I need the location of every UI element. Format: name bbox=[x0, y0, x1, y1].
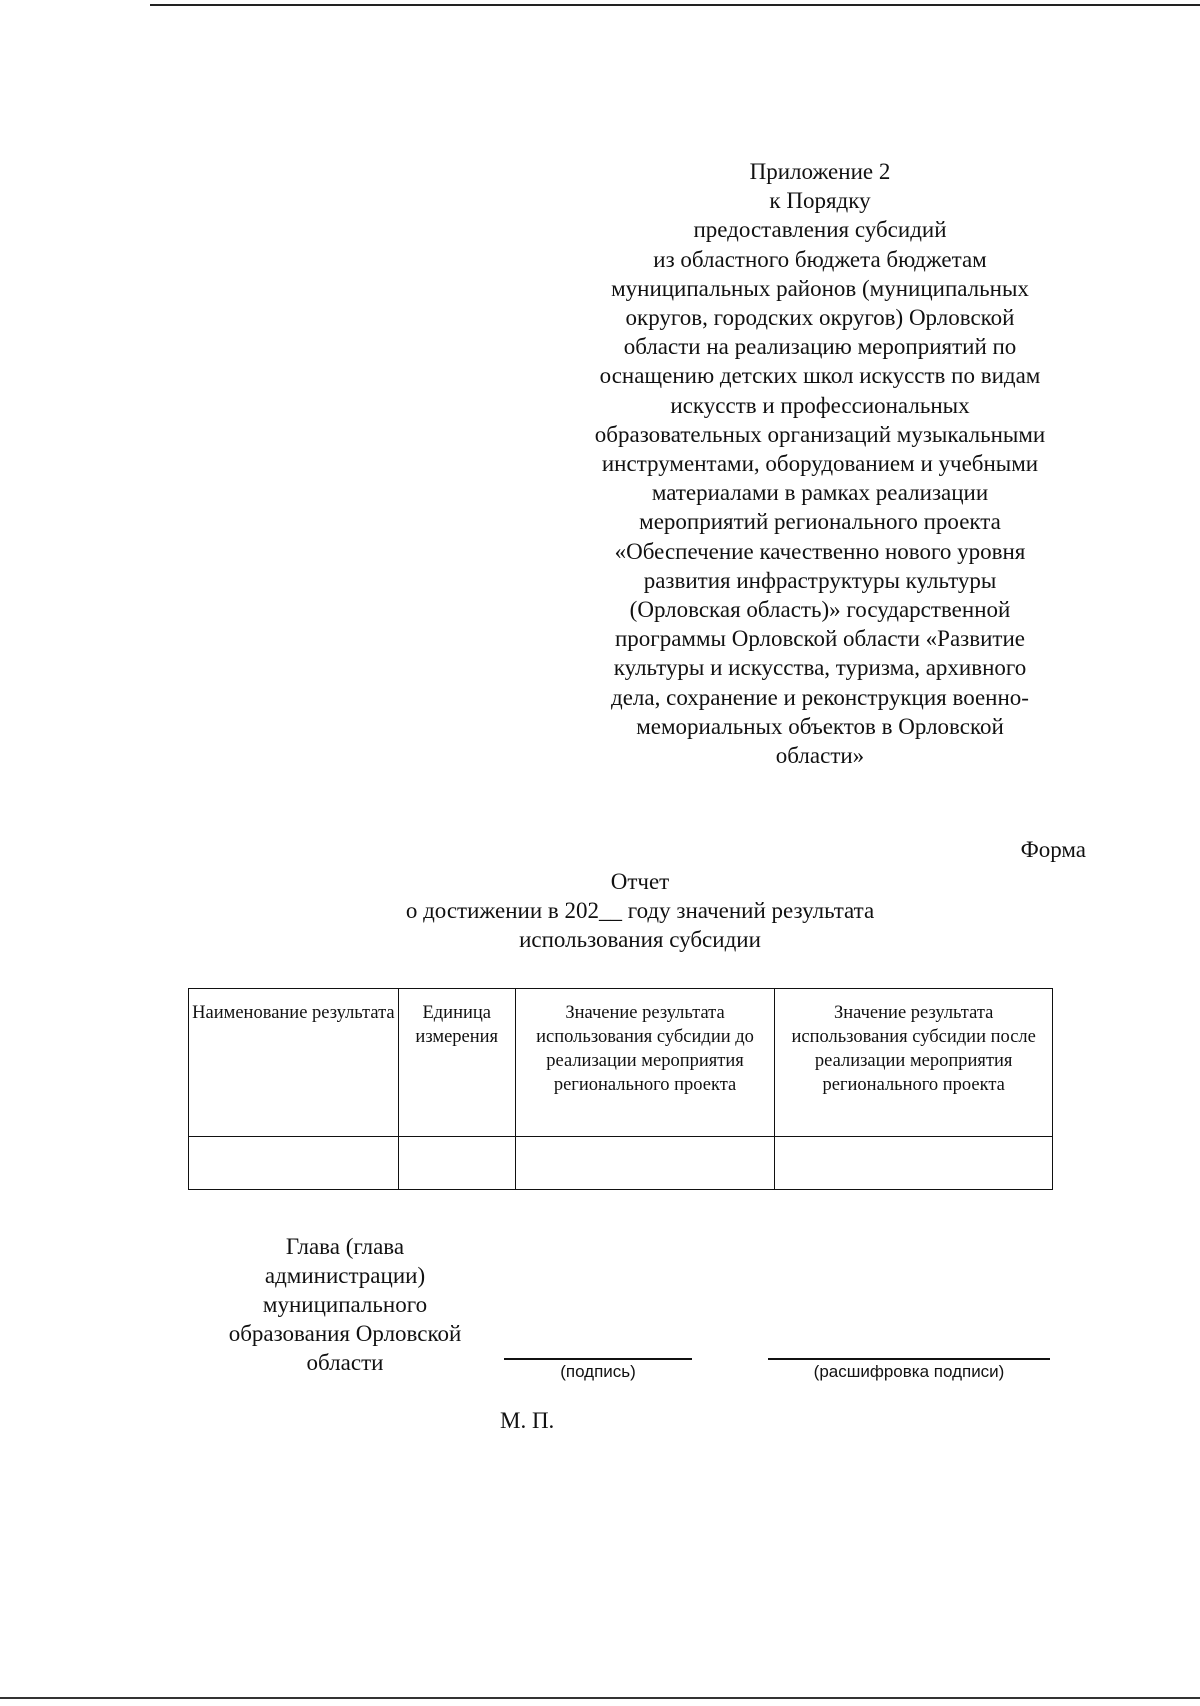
report-subtitle: использования субсидии bbox=[519, 927, 761, 952]
table-row bbox=[189, 1136, 1053, 1189]
result-table bbox=[188, 988, 1053, 1190]
table-cell[interactable] bbox=[515, 1136, 775, 1189]
signature-decode-line[interactable] bbox=[768, 1358, 1050, 1360]
appendix-line: предоставления субсидий bbox=[693, 217, 947, 243]
appendix-line: муниципальных районов (муниципальных bbox=[611, 275, 1029, 301]
column-header-unit: Единица измерения bbox=[398, 989, 515, 1137]
appendix-line: «Обеспечение качественно нового уровня bbox=[614, 538, 1026, 564]
appendix-line: программы Орловской области «Развитие bbox=[614, 626, 1025, 652]
appendix-line: искусств и профессиональных bbox=[670, 392, 970, 418]
appendix-line: области» bbox=[775, 743, 865, 769]
stamp-place: М. П. bbox=[500, 1408, 555, 1433]
appendix-line: области на реализацию мероприятий по bbox=[623, 334, 1017, 360]
signature-line[interactable] bbox=[504, 1358, 692, 1360]
column-header-value-after: Значение результата использования субсидии после реализации мероприятия регионального проекта bbox=[775, 989, 1053, 1137]
signatory-title-line: области bbox=[306, 1350, 384, 1375]
appendix-line: инструментами, оборудованием и учебными bbox=[601, 451, 1039, 477]
signatory-title-line: образования Орловской bbox=[228, 1321, 462, 1346]
signatory-title bbox=[195, 1232, 495, 1377]
scan-border-bottom bbox=[0, 1697, 1200, 1699]
signature-caption: (подпись) bbox=[560, 1362, 636, 1381]
table-cell[interactable] bbox=[775, 1136, 1053, 1189]
report-title: Отчет bbox=[610, 869, 670, 894]
appendix-line: округов, городских округов) Орловской bbox=[625, 305, 1015, 331]
appendix-header bbox=[550, 157, 1090, 770]
table-cell[interactable] bbox=[398, 1136, 515, 1189]
appendix-line: развития инфраструктуры культуры bbox=[643, 567, 997, 593]
column-header-result-name: Наименование результата bbox=[189, 989, 399, 1137]
appendix-line: культуры и искусства, туризма, архивного bbox=[613, 655, 1027, 681]
appendix-line: материалами в рамках реализации bbox=[651, 480, 989, 506]
appendix-line: оснащению детских школ искусств по видам bbox=[599, 363, 1041, 389]
appendix-line: образовательных организаций музыкальными bbox=[594, 421, 1046, 447]
column-header-value-before: Значение результата использования субсидии до реализации мероприятия регионального проекта bbox=[515, 989, 775, 1137]
appendix-line: мероприятий регионального проекта bbox=[639, 509, 1001, 535]
signatory-title-line: Глава (глава bbox=[285, 1234, 405, 1259]
signature-decode-caption: (расшифровка подписи) bbox=[813, 1362, 1005, 1381]
appendix-line: Приложение 2 bbox=[749, 159, 891, 184]
table-header-row bbox=[189, 989, 1053, 1137]
appendix-line: (Орловская область)» государственной bbox=[629, 597, 1011, 623]
report-title-block bbox=[300, 867, 980, 954]
table-cell[interactable] bbox=[189, 1136, 399, 1189]
appendix-line: из областного бюджета бюджетам bbox=[653, 246, 987, 272]
appendix-line: к Порядку bbox=[769, 188, 871, 214]
signatory-title-line: муниципального bbox=[262, 1292, 428, 1317]
form-label: Форма bbox=[1020, 837, 1086, 862]
report-subtitle: о достижении в 202__ году значений результата bbox=[405, 898, 875, 923]
signatory-title-line: администрации) bbox=[264, 1263, 426, 1288]
appendix-line: мемориальных объектов в Орловской bbox=[636, 713, 1004, 739]
appendix-line: дела, сохранение и реконструкция военно- bbox=[611, 684, 1029, 710]
scan-border-top bbox=[150, 4, 1200, 6]
